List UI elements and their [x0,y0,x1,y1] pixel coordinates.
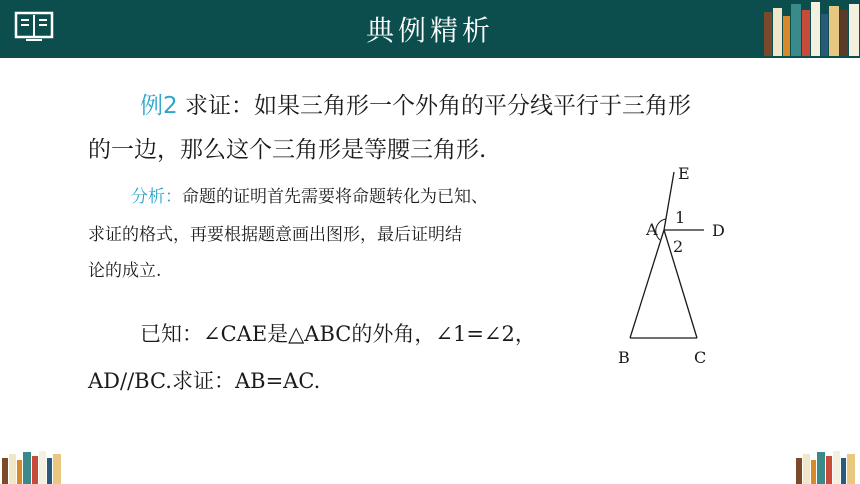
books-decoration-bottom-left [0,450,66,484]
books-decoration [760,0,860,58]
label-e: E [678,164,690,183]
label-d: D [712,221,725,240]
analysis-line-3: 论的成立. [88,261,162,281]
analysis-line-2: 求证的格式，再要根据题意画出图形，最后证明结 [88,225,462,245]
header-bar [0,0,860,58]
given-line-2: AD//BC.求证：AB=AC. [88,369,321,393]
example-text-1: 求证：如果三角形一个外角的平分线平行于三角形 [177,93,691,119]
label-angle-2: 2 [673,237,684,256]
line-ab [630,230,664,338]
analysis-line-1 [131,182,488,207]
books-decoration-bottom-right [794,450,860,484]
example-line-2: 的一边，那么这个三角形是等腰三角形. [88,137,487,163]
label-a: A [646,220,658,239]
label-b: B [618,348,630,367]
triangle-diagram [612,160,742,375]
label-angle-1: 1 [675,208,686,227]
example-label: 例2 [140,93,178,119]
given-line-1: 已知：∠CAE是△ABC的外角，∠1=∠2， [140,322,536,346]
line-ae [664,172,674,230]
example-line-1 [140,87,691,120]
analysis-text-1: 命题的证明首先需要将命题转化为已知、 [182,187,488,207]
label-c: C [694,348,707,367]
page-title: 典例精析 [365,14,494,47]
analysis-label: 分析： [131,187,182,207]
